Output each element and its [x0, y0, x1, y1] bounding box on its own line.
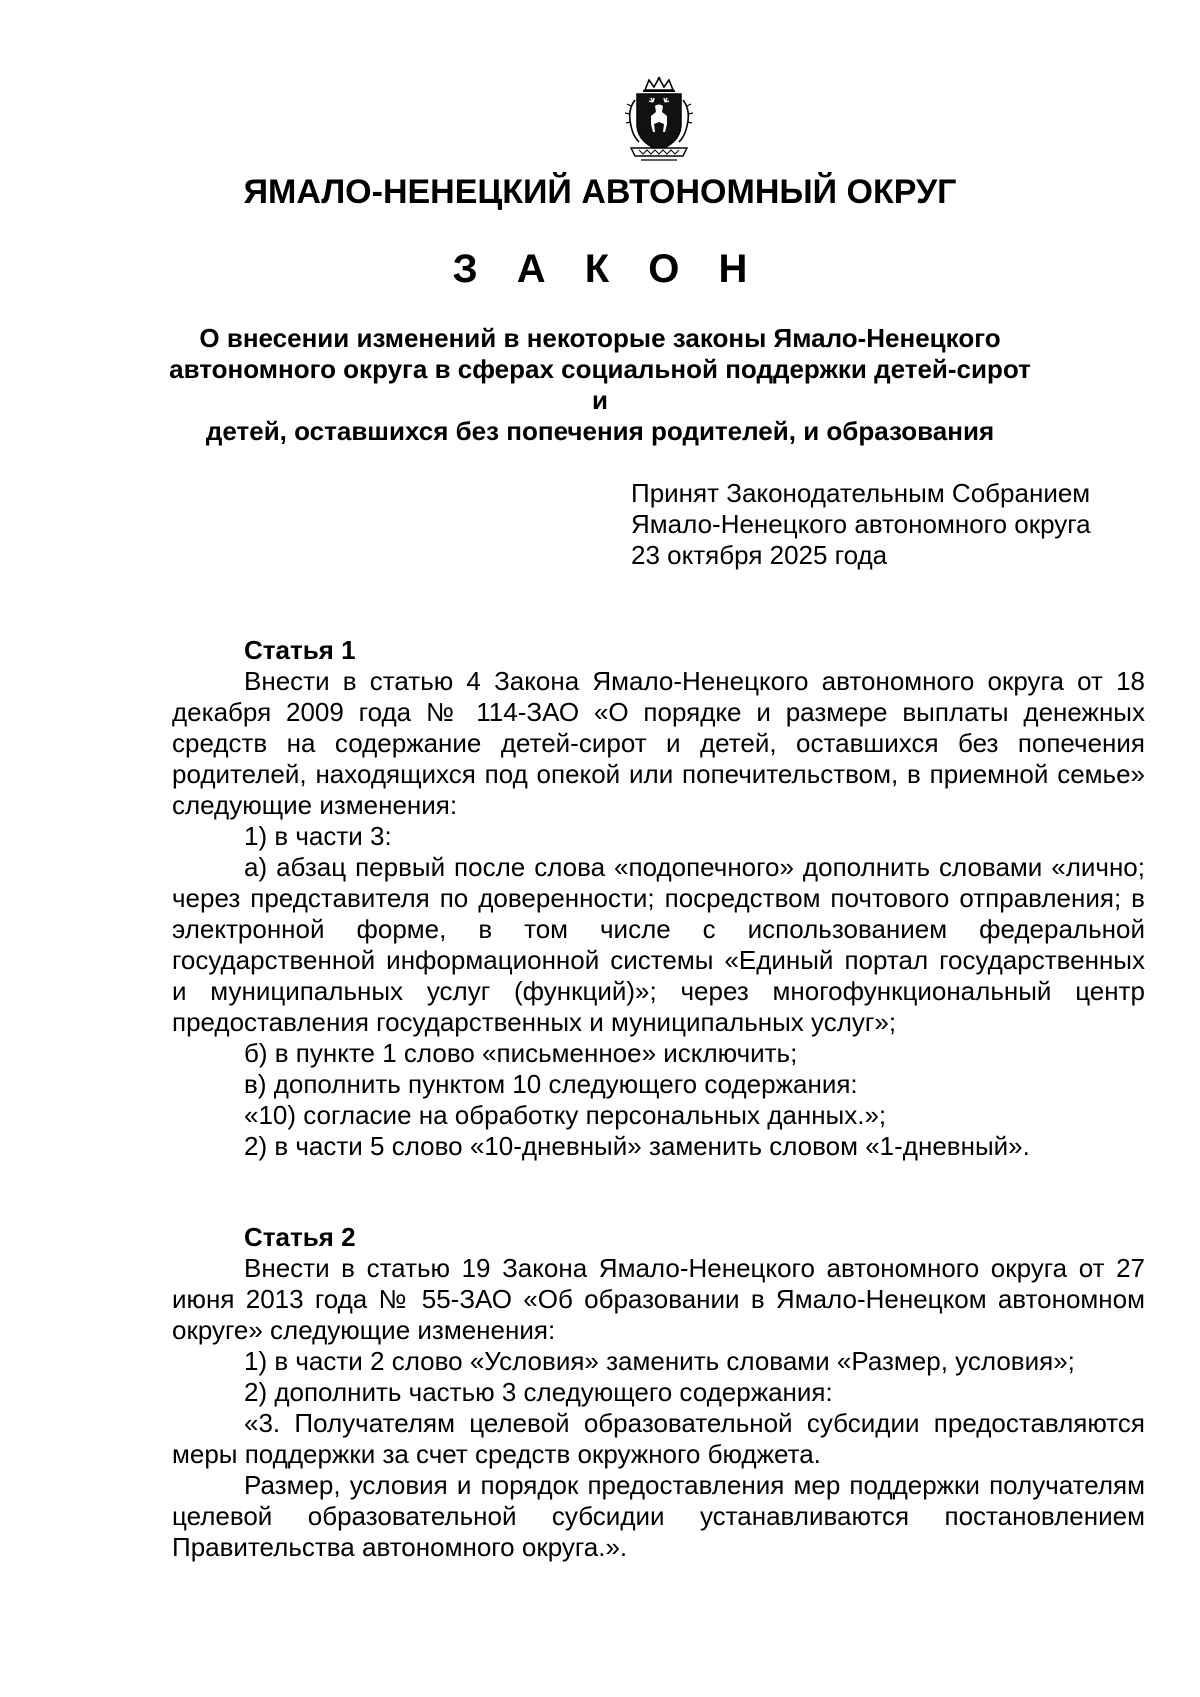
- region-name: ЯМАЛО-НЕНЕЦКИЙ АВТОНОМНЫЙ ОКРУГ: [243, 173, 957, 211]
- adoption-line: 23 октября 2025 года: [631, 540, 888, 570]
- adoption-line: Принят Законодательным Собранием: [631, 478, 1091, 508]
- law-title-line: автономного округа в сферах социальной поддержки детей-сирот и: [169, 354, 1031, 415]
- article-paragraph: «10) согласие на обработку персональных данных.»;: [244, 1100, 887, 1130]
- article-paragraph: б) в пункте 1 слово «письменное» исключить;: [244, 1038, 798, 1068]
- adoption-note: [631, 478, 1091, 571]
- article-paragraph: 1) в части 2 слово «Условия» заменить словами «Размер, условия»;: [244, 1346, 1075, 1376]
- article-1: [172, 635, 1145, 1162]
- document-type: З А К О Н: [452, 247, 762, 291]
- article-2: [172, 1222, 1145, 1563]
- article-paragraph: а) абзац первый после слова «подопечного» дополнить словами «лично; через представителя по доверенности; посредством почтового отправления; в электронной форме, в том числе с использованием федеральной государственной информационной системы «Единый портал государственных и муниципальных услуг (функций)»; через многофункциональный центр предоставления государственных и муниципальных услуг»;: [172, 852, 1145, 1037]
- article-paragraph: Внести в статью 19 Закона Ямало-Ненецкого автономного округа от 27 июня 2013 года № 55-ЗАО «Об образовании в Ямало-Ненецком автономном округе» следующие изменения:: [172, 1253, 1145, 1345]
- article-paragraph: в) дополнить пунктом 10 следующего содержания:: [244, 1069, 858, 1099]
- article-heading: Статья 1: [244, 635, 356, 665]
- law-title-line: детей, оставшихся без попечения родителей, и образования: [205, 416, 995, 446]
- article-paragraph: 2) в части 5 слово «10-дневный» заменить словом «1-дневный».: [244, 1131, 1030, 1161]
- article-paragraph: 2) дополнить частью 3 следующего содержания:: [244, 1377, 833, 1407]
- article-paragraph: Размер, условия и порядок предоставления мер поддержки получателям целевой образовательной субсидии устанавливаются постановлением Правительства автономного округа.».: [172, 1470, 1145, 1562]
- adoption-line: Ямало-Ненецкого автономного округа: [631, 509, 1091, 539]
- article-paragraph: 1) в части 3:: [244, 821, 392, 851]
- article-paragraph: «3. Получателям целевой образовательной субсидии предоставляются меры поддержки за счет средств окружного бюджета.: [172, 1408, 1145, 1469]
- law-title-line: О внесении изменений в некоторые законы Ямало-Ненецкого: [199, 323, 1001, 353]
- article-heading: Статья 2: [244, 1222, 356, 1252]
- article-paragraph: Внести в статью 4 Закона Ямало-Ненецкого автономного округа от 18 декабря 2009 года № 114-ЗАО «О порядке и размере выплаты денежных средств на содержание детей-сирот и детей, оставшихся без попечения родителей, находящихся под опекой или попечительством, в приемной семье» следующие изменения:: [172, 666, 1145, 820]
- law-title: [160, 323, 1040, 447]
- yamal-coat-of-arms-icon: [621, 76, 697, 166]
